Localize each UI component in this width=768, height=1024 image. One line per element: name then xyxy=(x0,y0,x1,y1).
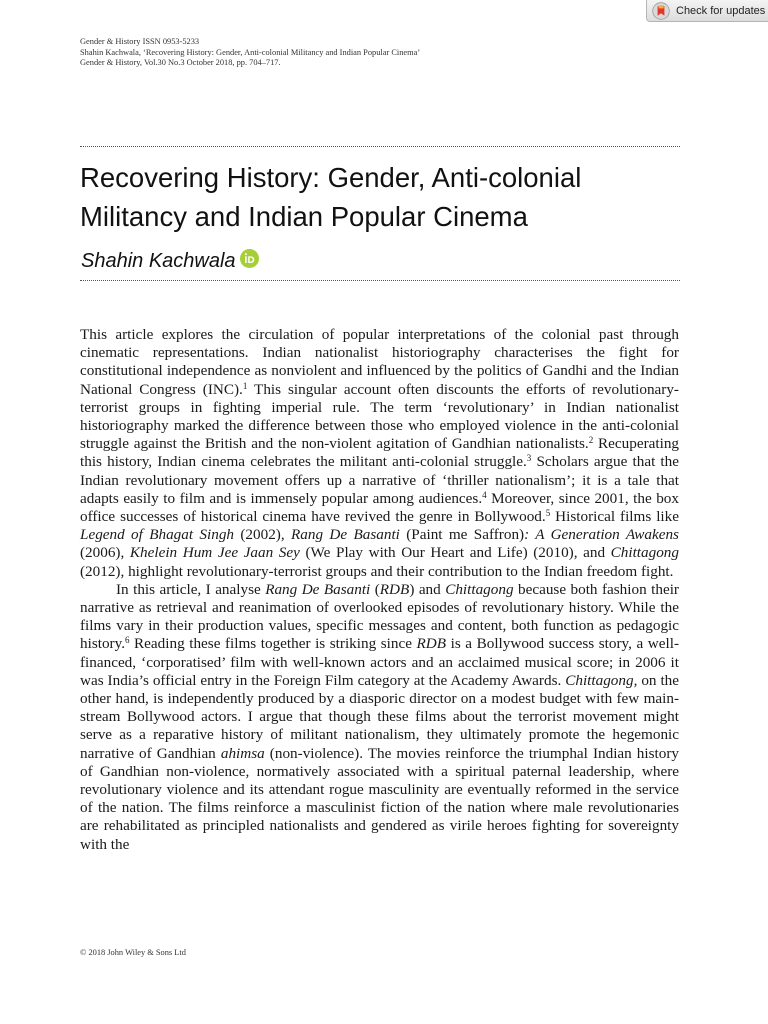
citation-line: Shahin Kachwala, ‘Recovering History: Gender, Anti-colonial Militancy and Indian Popular Cinema’ xyxy=(80,47,421,57)
author-byline xyxy=(81,248,259,274)
footnote-ref: 5 xyxy=(545,508,551,519)
text-run: (Paint me Saffron) xyxy=(399,526,525,544)
italic-text: : A Generation Awakens xyxy=(524,526,679,544)
text-run: Scholars argue that the Indian revolutionary movement offers up a narrative of ‘thriller nationalism’; it is a tale that adapts easily to film and is immensely popular among audiences. xyxy=(80,453,679,507)
text-run: (non-violence). The movies reinforce the triumphal Indian history of Gandhian non-violence, normatively associated with a spiritual paternal leadership, where revolutionary violence and its attendant rogue masculinity are eventually reformed in the service of the nation. The films reinforce a masculinist fiction of the nation where male revolutionaries are rehabilitated as principled nationalists and gendered as virile heroes fighting for sovereignty with the xyxy=(80,744,679,853)
text-run: (We Play with Our Heart and Life) (2010), and xyxy=(299,544,611,562)
journal-header xyxy=(80,37,420,69)
body-paragraph xyxy=(80,581,679,854)
text-run: In this article, I analyse xyxy=(116,580,266,598)
italic-text: Rang De Basanti xyxy=(265,580,371,598)
bottom-dotted-rule xyxy=(80,280,680,281)
author-name: Shahin Kachwala xyxy=(81,250,236,272)
crossmark-icon xyxy=(652,2,670,20)
italic-text: Legend of Bhagat Singh xyxy=(80,526,235,544)
orcid-icon[interactable] xyxy=(240,249,259,268)
italic-text: Rang De Basanti xyxy=(291,526,400,544)
top-dotted-rule xyxy=(80,146,680,147)
title-line-1: Recovering History: Gender, Anti-colonial xyxy=(80,162,582,193)
italic-text: RDB xyxy=(416,635,447,653)
text-run: on the other hand, is independently produced by a diasporic director on a modest budget with few mainstream Bollywood actors. I argue that though these films about the terrorist movement might serve as a reparative history of militant nationalism, they ultimately promote the hegemonic narrative of Gandhian xyxy=(80,671,679,762)
title-line-2: Militancy and Indian Popular Cinema xyxy=(80,201,528,232)
italic-text: RDB xyxy=(379,580,410,598)
footnote-ref: 2 xyxy=(588,435,594,446)
text-run: Reading these films together is striking since xyxy=(129,635,417,653)
footnote-ref: 3 xyxy=(526,453,532,464)
footnote-ref: 1 xyxy=(242,380,248,391)
text-run: Moreover, since 2001, the box office successes of historical cinema have revived the genre in Bollywood. xyxy=(80,489,679,526)
volume-line: Gender & History, Vol.30 No.3 October 2018, pp. 704–717. xyxy=(80,58,281,67)
text-run: ) and xyxy=(409,580,446,598)
text-run: Recuperating this history, Indian cinema celebrates the militant anti-colonial struggle. xyxy=(80,435,680,471)
article-body xyxy=(80,326,679,854)
text-run: because both fashion their narrative as retrieval and reanimation of overlooked episodes of revolutionary history. While the films vary in their production values, specific messages and content, both function as pedagogic history. xyxy=(80,580,679,653)
text-run: This singular account often discounts the efforts of revolutionary-terrorist groups in fighting imperial rule. The term ‘revolutionary’ in Indian nationalist historiography marked the difference between those who employed violence in the anti-colonial struggle against the British and the non-violent agitation of Gandhian nationalists. xyxy=(80,380,679,453)
text-run: (2002), xyxy=(234,526,292,544)
check-for-updates-button[interactable] xyxy=(646,0,768,22)
italic-text: Chittagong, xyxy=(565,671,638,689)
footnote-ref: 4 xyxy=(482,489,487,500)
text-run: is a Bollywood success story, a well-financed, ‘corporatised’ film with well-known actors and an acclaimed musical score; in 2006 it was India’s official entry in the Foreign Film category at the Academy Awards. xyxy=(80,635,680,689)
italic-text: Chittagong xyxy=(610,544,679,562)
text-run: This article explores the circulation of popular interpretations of the colonial past through cinematic representations. Indian nationalist historiography characterises the fight for constitutional independence as nonviolent and influenced by the politics of Gandhi and the Indian National Congress (INC). xyxy=(80,326,679,398)
check-for-updates-label: Check for updates xyxy=(676,4,766,17)
text-run: Historical films like xyxy=(550,508,679,526)
text-run: (2006), xyxy=(80,544,130,562)
footnote-ref: 6 xyxy=(125,635,130,646)
abstract-paragraph xyxy=(80,326,679,581)
text-run: ( xyxy=(370,580,380,598)
italic-text: ahimsa xyxy=(220,744,265,762)
italic-text: Chittagong xyxy=(445,580,514,598)
text-run: (2012), highlight revolutionary-terrorist groups and their contribution to the Indian freedom fight. xyxy=(80,562,674,580)
italic-text: Khelein Hum Jee Jaan Sey xyxy=(129,544,300,562)
journal-issn-line: Gender & History ISSN 0953-5233 xyxy=(80,37,200,46)
copyright-notice: © 2018 John Wiley & Sons Ltd xyxy=(80,948,186,957)
article-title xyxy=(80,158,680,236)
